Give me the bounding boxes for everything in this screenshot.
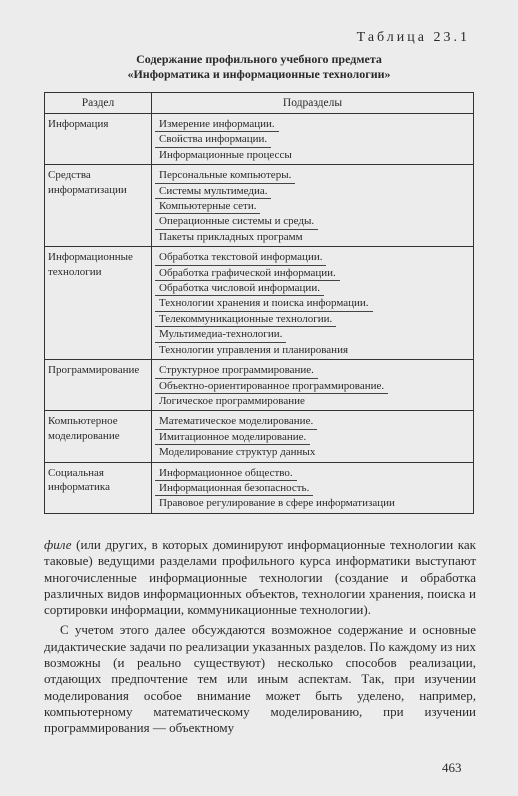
table-row <box>45 411 474 462</box>
section-cell: Программирование <box>45 360 152 411</box>
subsection-item: Информационная безопасность. <box>155 481 313 496</box>
subsection-item: Математическое моделирование. <box>155 414 317 429</box>
content-table <box>44 92 474 514</box>
section-cell: Информация <box>45 114 152 165</box>
subsections-cell <box>152 462 474 513</box>
subsection-item: Технологии управления и планирования <box>159 343 349 356</box>
section-cell: Информационные технологии <box>45 247 152 360</box>
subsection-item: Имитационное моделирование. <box>155 430 310 445</box>
header-subsections: Подразделы <box>152 93 474 114</box>
table-body <box>45 114 474 514</box>
subsection-item: Обработка графической информации. <box>155 266 340 281</box>
subsection-item: Логическое программирование <box>159 394 305 407</box>
subsection-item: Пакеты прикладных программ <box>159 230 303 243</box>
table-row <box>45 462 474 513</box>
subsection-item: Телекоммуникационные технологии. <box>155 312 336 327</box>
subsections-cell <box>152 411 474 462</box>
subsection-item: Объектно-ориентированное программирование. <box>155 379 388 394</box>
page-number: 463 <box>442 760 462 775</box>
subsections-cell <box>152 247 474 360</box>
subsection-item: Мультимедиа-технологии. <box>155 327 286 342</box>
section-cell: Социальная информатика <box>45 462 152 513</box>
subsection-item: Обработка текстовой информации. <box>155 250 326 265</box>
subsection-item: Правовое регулирование в сфере информатизации <box>159 497 395 510</box>
table-number: Таблица 23.1 <box>356 30 470 45</box>
paragraph-1 <box>44 537 476 618</box>
paragraph-1-italic-lead: филе <box>44 537 72 552</box>
subsection-item: Структурное программирование. <box>155 363 318 378</box>
subsection-item: Технологии хранения и поиска информации. <box>155 296 373 311</box>
caption-line: «Информатика и информационные технологии» <box>127 67 391 81</box>
subsection-item: Информационные процессы <box>159 148 292 161</box>
paragraph-2: С учетом этого далее обсуждаются возможное содержание и основные дидактические задачи по реализации указанных разделов. По каждому из них возможны (и реально существуют) несколько способов реализации, отдающих предпочтение тем или иным аспектам. Так, при изучении моделирования особое внимание может быть уделено, например, компьютерному математическому моделированию, при изучении программирования — объектному <box>44 622 476 736</box>
table-caption <box>44 52 474 82</box>
table-row <box>45 247 474 360</box>
subsection-item: Информационное общество. <box>155 466 297 481</box>
subsection-item: Свойства информации. <box>155 132 271 147</box>
subsection-item: Системы мультимедиа. <box>155 184 271 199</box>
header-section: Раздел <box>45 93 152 114</box>
subsections-cell <box>152 360 474 411</box>
table-row <box>45 360 474 411</box>
subsection-item: Операционные системы и среды. <box>155 214 318 229</box>
table-header-row <box>45 93 474 114</box>
subsection-item: Моделирование структур данных <box>159 446 316 459</box>
caption-line: Содержание профильного учебного предмета <box>136 52 382 66</box>
subsections-cell <box>152 165 474 247</box>
section-cell: Компьютерное моделирование <box>45 411 152 462</box>
subsection-item: Обработка числовой информации. <box>155 281 324 296</box>
subsections-cell <box>152 114 474 165</box>
section-cell: Средства информатизации <box>45 165 152 247</box>
table-row <box>45 165 474 247</box>
table-row <box>45 114 474 165</box>
subsection-item: Компьютерные сети. <box>155 199 260 214</box>
subsection-item: Измерение информации. <box>155 117 279 132</box>
paragraph-1-text: (или других, в которых доминируют информационные технологии как таковые) ведущими разделами профильного курса информатики выступают многочисленные информационные технологии (создание и обработка различных видов информационных объектов, технологии хранения, поиска и сортировки информации, коммуникационные технологии). <box>44 537 476 618</box>
subsection-item: Персональные компьютеры. <box>155 168 295 183</box>
body-text <box>44 537 476 737</box>
